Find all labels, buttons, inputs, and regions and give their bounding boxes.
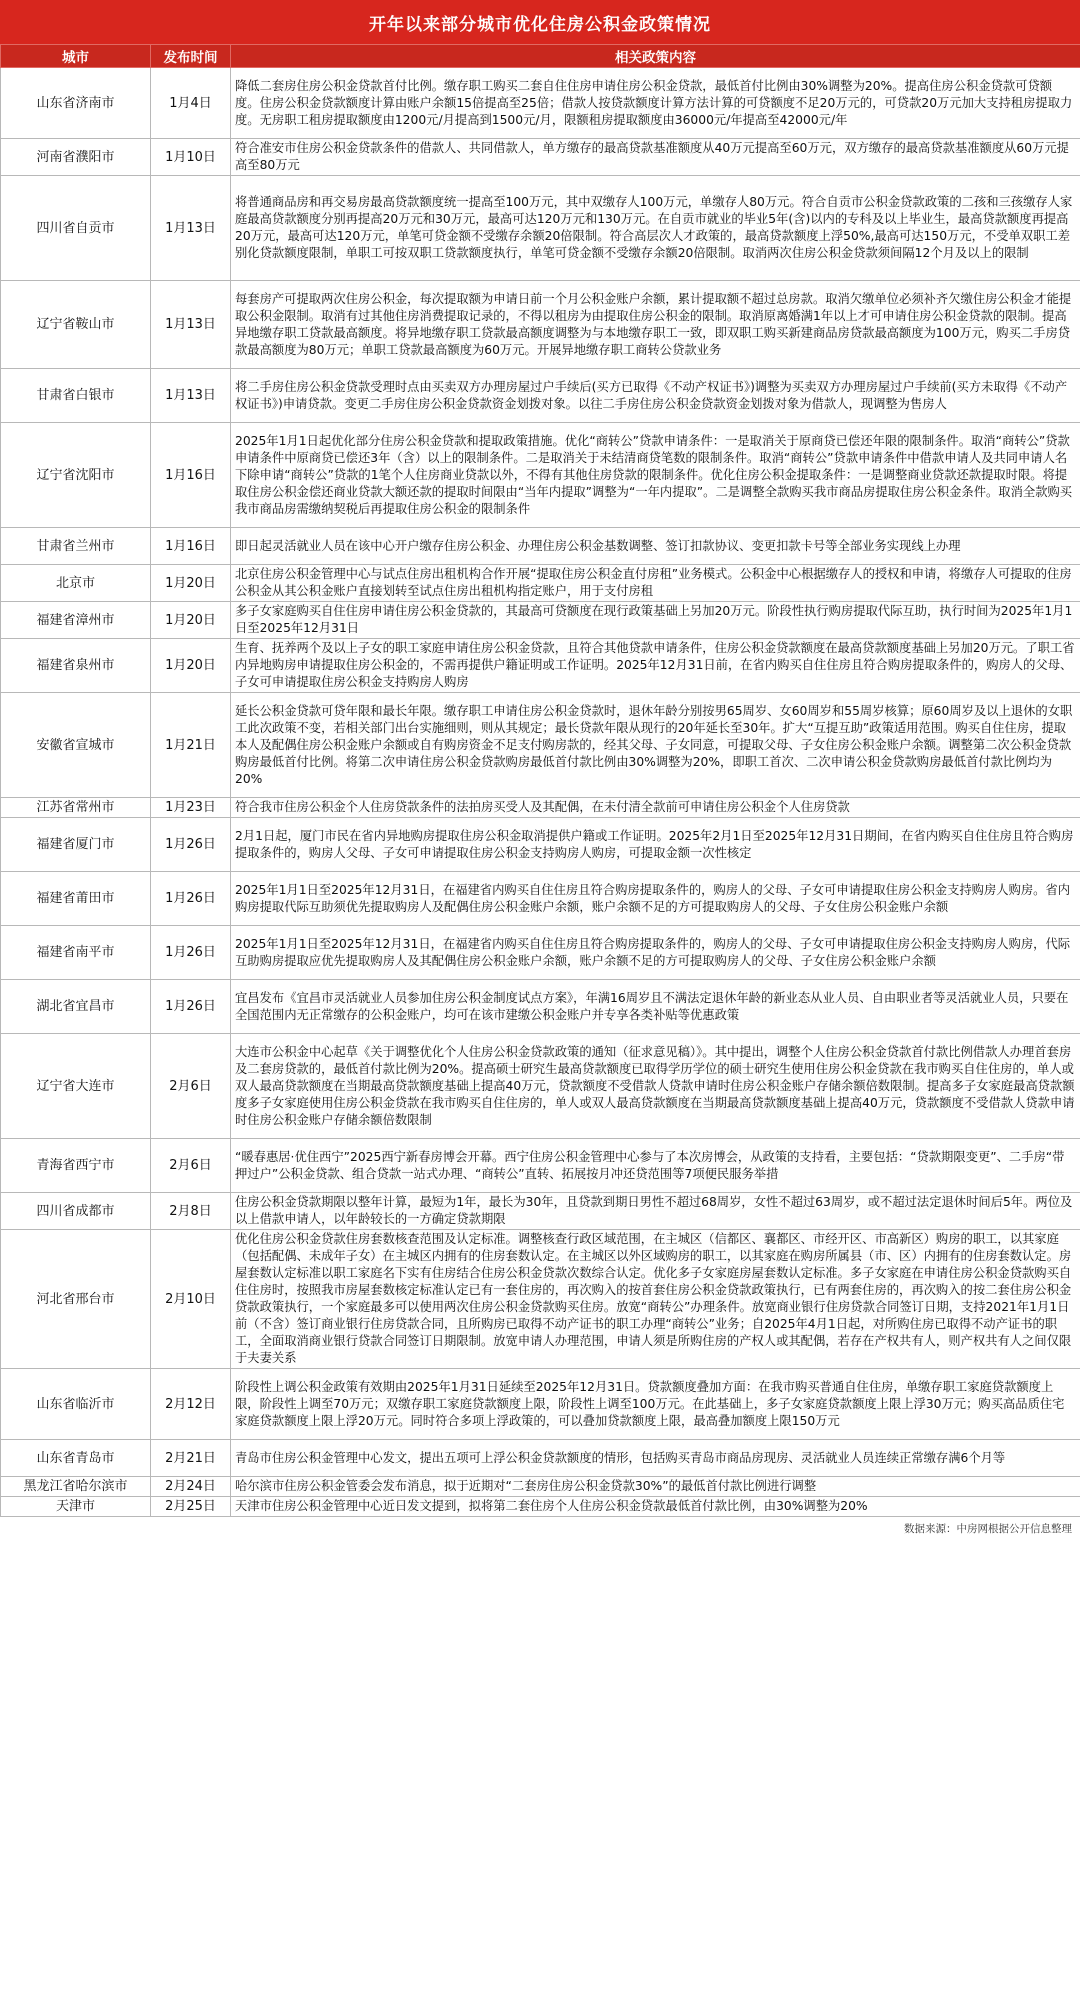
- city-cell: 福建省漳州市: [1, 602, 151, 639]
- table-row: [1, 693, 1080, 798]
- city-cell: 安徽省宣城市: [1, 693, 151, 798]
- content-cell: 2月1日起，厦门市民在省内异地购房提取住房公积金取消提供户籍或工作证明。2025年2月1日至2025年12月31日期间，在省内购买自住住房且符合购房提取条件的，购房人父母、子女可申请提取住房公积金支持购房人购房，可提取金额一次性核定: [231, 818, 1080, 872]
- date-cell: 1月13日: [151, 176, 231, 281]
- table-row: [1, 798, 1080, 818]
- date-cell: 2月21日: [151, 1440, 231, 1477]
- date-cell: 1月26日: [151, 818, 231, 872]
- table-row: [1, 1369, 1080, 1440]
- table-row: [1, 872, 1080, 926]
- city-cell: 四川省自贡市: [1, 176, 151, 281]
- date-cell: 1月26日: [151, 926, 231, 980]
- city-cell: 湖北省宜昌市: [1, 980, 151, 1034]
- table-row: [1, 528, 1080, 565]
- content-cell: 生育、抚养两个及以上子女的职工家庭申请住房公积金贷款，且符合其他贷款申请条件，住房公积金贷款额度在最高贷款额度基础上另加20万元。了职工省内异地购房申请提取住房公积金的，不需再提供户籍证明或工作证明。2025年12月31日前，在省内购买自住住房且符合购房提取条件的，购房人的父母、子女可申请提取住房公积金支持购房人购房: [231, 639, 1080, 693]
- content-cell: 延长公积金贷款可贷年限和最长年限。缴存职工申请住房公积金贷款时，退休年龄分别按男65周岁、女60周岁和55周岁核算；原60周岁及以上退休的女职工此次政策不变，若相关部门出台实施细则，则从其规定；最长贷款年限从现行的20年延长至30年。扩大“互提互助”政策适用范围。购买自住住房，提取本人及配偶住房公积金账户余额或自有购房资金不足支付购房款的，经其父母、子女同意，可提取父母、子女住房公积金账户余额。调整第二次公积金贷款购房最低首付比例。将第二次申请住房公积金贷款购房最低首付款比例由30%调整为20%，即职工首次、二次申请公积金贷款购房最低首付款比例均为20%: [231, 693, 1080, 798]
- city-cell: 四川省成都市: [1, 1193, 151, 1230]
- date-cell: 1月20日: [151, 565, 231, 602]
- page-title: 开年以来部分城市优化住房公积金政策情况: [0, 0, 1080, 44]
- header-city: 城市: [1, 45, 151, 68]
- header-date: 发布时间: [151, 45, 231, 68]
- city-cell: 甘肃省兰州市: [1, 528, 151, 565]
- content-cell: 哈尔滨市住房公积金管委会发布消息，拟于近期对“二套房住房公积金贷款30%”的最低首付款比例进行调整: [231, 1477, 1080, 1497]
- table-row: [1, 1139, 1080, 1193]
- date-cell: 2月6日: [151, 1139, 231, 1193]
- content-cell: 天津市住房公积金管理中心近日发文提到，拟将第二套住房个人住房公积金贷款最低首付款比例，由30%调整为20%: [231, 1497, 1080, 1517]
- date-cell: 1月26日: [151, 980, 231, 1034]
- city-cell: 山东省济南市: [1, 68, 151, 139]
- table-row: [1, 1497, 1080, 1517]
- city-cell: 福建省莆田市: [1, 872, 151, 926]
- city-cell: 北京市: [1, 565, 151, 602]
- date-cell: 1月20日: [151, 602, 231, 639]
- source-note: 数据来源：中房网根据公开信息整理: [904, 1523, 1072, 1535]
- date-cell: 2月8日: [151, 1193, 231, 1230]
- table-row: [1, 68, 1080, 139]
- content-cell: 北京住房公积金管理中心与试点住房出租机构合作开展“提取住房公积金直付房租”业务模式。公积金中心根据缴存人的授权和申请，将缴存人可提取的住房公积金从其公积金账户直接划转至试点住房出租机构指定账户，用于支付房租: [231, 565, 1080, 602]
- table-row: [1, 1193, 1080, 1230]
- content-cell: 符合准安市住房公积金贷款条件的借款人、共同借款人，单方缴存的最高贷款基准额度从40万元提高至60万元，双方缴存的最高贷款基准额度从60万元提高至80万元: [231, 139, 1080, 176]
- city-cell: 山东省青岛市: [1, 1440, 151, 1477]
- date-cell: 2月6日: [151, 1034, 231, 1139]
- table-row: [1, 926, 1080, 980]
- content-cell: 每套房产可提取两次住房公积金，每次提取额为申请日前一个月公积金账户余额，累计提取额不超过总房款。取消欠缴单位必须补齐欠缴住房公积金才能提取公积金限制。取消有过其他住房消费提取记录的，不得以租房为由提取住房公积金的限制。取消原离婚满1年以上才可申请住房公积金贷款的限制。提高异地缴存职工贷款最高额度。将异地缴存职工贷款最高额度调整为与本地缴存职工一致，即双职工购买新建商品房贷款最高额度为100万元，购买二手房贷款最高额度为80万元；单职工贷款最高额度为60万元。开展异地缴存职工商转公贷款业务: [231, 281, 1080, 369]
- date-cell: 1月13日: [151, 281, 231, 369]
- city-cell: 福建省厦门市: [1, 818, 151, 872]
- date-cell: 1月16日: [151, 423, 231, 528]
- policy-table: [0, 44, 1080, 1517]
- content-cell: 2025年1月1日至2025年12月31日，在福建省内购买自住住房且符合购房提取条件的，购房人的父母、子女可申请提取住房公积金支持购房人购房，代际互助购房提取应优先提取购房人及其配偶住房公积金账户余额，账户余额不足的方可提取购房人的父母、子女住房公积金账户余额: [231, 926, 1080, 980]
- date-cell: 2月10日: [151, 1230, 231, 1369]
- date-cell: 1月4日: [151, 68, 231, 139]
- city-cell: 辽宁省大连市: [1, 1034, 151, 1139]
- content-cell: 优化住房公积金贷款住房套数核查范围及认定标准。调整核查行政区域范围，在主城区（信都区、襄都区、市经开区、市高新区）购房的职工，以其家庭（包括配偶、未成年子女）在主城区内拥有的住房套数认定。在主城区以外区域购房的职工，以其家庭在购房所属县（市、区）内拥有的住房套数认定。房屋套数认定标准以职工家庭名下实有住房结合住房公积金贷款次数综合认定。优化多子女家庭房屋套数认定标准。多子女家庭在申请住房公积金贷款购买自住住房时，按照我市房屋套数核定标准认定已有一套住房的，再次购入的按首套住房公积金贷款政策执行，已有两套住房的，再次购入的按二套住房公积金贷款政策执行，一个家庭最多可以使用两次住房公积金贷款购买住房。放宽“商转公”办理条件。放宽商业银行住房贷款合同签订日期，支持2021年1月1日前（不含）签订商业银行住房贷款合同，且所购房已取得不动产证书的职工办理“商转公”业务；自2025年4月1日起，对所购住房已取得不动产证书的职工，全面取消商业银行贷款合同签订日期限制。放宽申请人办理范围，申请人须是所购住房的产权人或其配偶，若存在产权共有人，则产权共有人之间仅限于夫妻关系: [231, 1230, 1080, 1369]
- table-row: [1, 818, 1080, 872]
- table-header-row: [1, 45, 1080, 68]
- city-cell: 河北省邢台市: [1, 1230, 151, 1369]
- city-cell: 青海省西宁市: [1, 1139, 151, 1193]
- city-cell: 天津市: [1, 1497, 151, 1517]
- table-row: [1, 980, 1080, 1034]
- date-cell: 1月23日: [151, 798, 231, 818]
- content-cell: 阶段性上调公积金政策有效期由2025年1月31日延续至2025年12月31日。贷款额度叠加方面：在我市购买普通自住住房，单缴存职工家庭贷款额度上限，阶段性上调至70万元；双缴存职工家庭贷款额度上限，阶段性上调至100万元。在此基础上，多子女家庭贷款额度上限上浮30万元；购买高品质住宅家庭贷款额度上限上浮20万元。同时符合多项上浮政策的，可以叠加贷款额度上限，最高叠加额度上限150万元: [231, 1369, 1080, 1440]
- content-cell: 多子女家庭购买自住住房申请住房公积金贷款的，其最高可贷额度在现行政策基础上另加20万元。阶段性执行购房提取代际互助，执行时间为2025年1月1日至2025年12月31日: [231, 602, 1080, 639]
- date-cell: 1月26日: [151, 872, 231, 926]
- city-cell: 辽宁省沈阳市: [1, 423, 151, 528]
- content-cell: 宜昌发布《宜昌市灵活就业人员参加住房公积金制度试点方案》，年满16周岁且不满法定退休年龄的新业态从业人员、自由职业者等灵活就业人员，只要在全国范围内无正常缴存的公积金账户，均可在该市建缴公积金账户并专享各类补贴等优惠政策: [231, 980, 1080, 1034]
- content-cell: 青岛市住房公积金管理中心发文，提出五项可上浮公积金贷款额度的情形，包括购买青岛市商品房现房、灵活就业人员连续正常缴存满6个月等: [231, 1440, 1080, 1477]
- city-cell: 辽宁省鞍山市: [1, 281, 151, 369]
- table-row: [1, 369, 1080, 423]
- date-cell: 1月16日: [151, 528, 231, 565]
- date-cell: 2月25日: [151, 1497, 231, 1517]
- content-cell: 大连市公积金中心起草《关于调整优化个人住房公积金贷款政策的通知（征求意见稿）》。其中提出，调整个人住房公积金贷款首付款比例借款人办理首套房及二套房贷款的，最低首付款比例为20%。提高硕士研究生最高贷款额度已取得学历学位的硕士研究生使用住房公积金贷款在我市购买自住住房的，单人或双人最高贷款额度在当期最高贷款额度基础上提高40万元，贷款额度不受借款人贷款申请时住房公积金账户存储余额倍数限制。提高多子女家庭最高贷款额度多子女家庭使用住房公积金贷款在我市购买自住住房的，单人或双人最高贷款额度在当期最高贷款额度基础上提高40万元，贷款额度不受借款人贷款申请时住房公积金账户存储余额倍数限制: [231, 1034, 1080, 1139]
- date-cell: 1月13日: [151, 369, 231, 423]
- header-content: 相关政策内容: [231, 45, 1080, 68]
- content-cell: 将普通商品房和再交易房最高贷款额度统一提高至100万元，其中双缴存人100万元，单缴存人80万元。符合自贡市公积金贷款政策的二孩和三孩缴存人家庭最高贷款额度分别再提高20万元和30万元，最高可达120万元和130万元。在自贡市就业的毕业5年(含)以内的专科及以上毕业生，最高贷款额度再提高20万元，最高可达120万元，单笔可贷金额不受缴存余额20倍限制。符合高层次人才政策的，最高贷款额度上浮50%,最高可达150万元，不受单双职工差别化贷款额度限制，单职工可按双职工贷款额度执行，单笔可贷金额不受缴存余额20倍限制。取消两次住房公积金贷款须间隔12个月及以上的限制: [231, 176, 1080, 281]
- table-row: [1, 1034, 1080, 1139]
- city-cell: 江苏省常州市: [1, 798, 151, 818]
- table-row: [1, 1440, 1080, 1477]
- table-row: [1, 423, 1080, 528]
- date-cell: 1月21日: [151, 693, 231, 798]
- content-cell: 符合我市住房公积金个人住房贷款条件的法拍房买受人及其配偶，在未付清全款前可申请住房公积金个人住房贷款: [231, 798, 1080, 818]
- table-row: [1, 139, 1080, 176]
- table-row: [1, 1230, 1080, 1369]
- content-cell: 即日起灵活就业人员在该中心开户缴存住房公积金、办理住房公积金基数调整、签订扣款协议、变更扣款卡号等全部业务实现线上办理: [231, 528, 1080, 565]
- content-cell: 2025年1月1日至2025年12月31日，在福建省内购买自住住房且符合购房提取条件的，购房人的父母、子女可申请提取住房公积金支持购房人购房。省内购房提取代际互助须优先提取购房人及配偶住房公积金账户余额，账户余额不足的方可提取购房人的父母、子女住房公积金账户余额: [231, 872, 1080, 926]
- content-cell: 将二手房住房公积金贷款受理时点由买卖双方办理房屋过户手续后(买方已取得《不动产权证书》)调整为买卖双方办理房屋过户手续前(买方未取得《不动产权证书》)申请贷款。变更二手房住房公积金贷款资金划拨对象。以往二手房住房公积金贷款资金划拨对象为借款人，现调整为售房人: [231, 369, 1080, 423]
- table-row: [1, 602, 1080, 639]
- date-cell: 1月20日: [151, 639, 231, 693]
- city-cell: 福建省泉州市: [1, 639, 151, 693]
- table-row: [1, 565, 1080, 602]
- content-cell: “暖春惠居·优住西宁”2025西宁新春房博会开幕。西宁住房公积金管理中心参与了本次房博会，从政策的支持看，主要包括：“贷款期限变更”、二手房“带押过户”公积金贷款、组合贷款一站式办理、“商转公”直转、拓展按月冲还贷范围等7项便民服务举措: [231, 1139, 1080, 1193]
- content-cell: 2025年1月1日起优化部分住房公积金贷款和提取政策措施。优化“商转公”贷款申请条件：一是取消关于原商贷已偿还年限的限制条件。取消“商转公”贷款申请条件中原商贷已偿还3年（含）以上的限制条件。二是取消关于未结清商贷笔数的限制条件。取消“商转公”贷款申请条件中借款申请人及共同申请人名下除申请“商转公”贷款的1笔个人住房商业贷款以外，不得有其他住房贷款的限制条件。优化住房公积金提取条件：一是调整商业贷款还款提取时限。将提取住房公积金偿还商业贷款大额还款的提取时间限由“当年内提取”调整为“一年内提取”。二是调整全款购买我市商品房提取住房公积金条件。取消全款购买我市商品房需缴纳契税后再提取住房公积金的限制条件: [231, 423, 1080, 528]
- table-row: [1, 639, 1080, 693]
- city-cell: 甘肃省白银市: [1, 369, 151, 423]
- city-cell: 福建省南平市: [1, 926, 151, 980]
- city-cell: 山东省临沂市: [1, 1369, 151, 1440]
- content-cell: 住房公积金贷款期限以整年计算，最短为1年，最长为30年，且贷款到期日男性不超过68周岁，女性不超过63周岁，或不超过法定退休时间后5年。两位及以上借款申请人，以年龄较长的一方确定贷款期限: [231, 1193, 1080, 1230]
- city-cell: 黑龙江省哈尔滨市: [1, 1477, 151, 1497]
- date-cell: 1月10日: [151, 139, 231, 176]
- content-cell: 降低二套房住房公积金贷款首付比例。缴存职工购买二套自住住房申请住房公积金贷款，最低首付比例由30%调整为20%。提高住房公积金贷款可贷额度。住房公积金贷款额度计算由账户余额15倍提高至25倍；借款人按贷款额度计算方法计算的可贷额度不足20万元的，可贷款20万元加大支持租房提取力度。无房职工租房提取额度由1200元/月提高到1500元/月，限额租房提取额度由36000元/年提高至42000元/年: [231, 68, 1080, 139]
- date-cell: 2月12日: [151, 1369, 231, 1440]
- table-row: [1, 176, 1080, 281]
- table-row: [1, 1477, 1080, 1497]
- date-cell: 2月24日: [151, 1477, 231, 1497]
- city-cell: 河南省濮阳市: [1, 139, 151, 176]
- table-row: [1, 281, 1080, 369]
